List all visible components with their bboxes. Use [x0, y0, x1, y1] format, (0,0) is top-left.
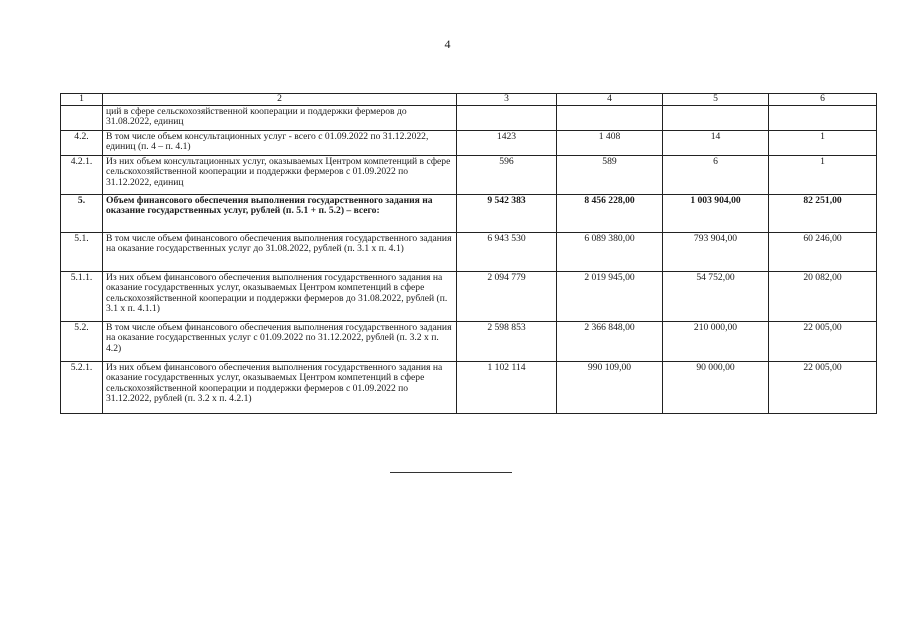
row-number: 5.1.	[61, 232, 103, 271]
row-description: Из них объем финансового обеспечения выполнения государственного задания на оказание государственных услуг, оказываемых Центром компетенций в сфере сельскохозяйственной кооперации и поддержки фермеров до 31.08.2022, рублей (п. 3.1 х п. 4.1.1)	[103, 271, 457, 321]
cell-col5: 14	[663, 130, 769, 155]
row-number: 5.1.1.	[61, 271, 103, 321]
cell-col3	[457, 105, 557, 130]
footer-divider-line	[390, 472, 512, 473]
cell-col6: 60 246,00	[769, 232, 877, 271]
table-row	[61, 105, 877, 130]
row-number: 5.2.1.	[61, 361, 103, 413]
cell-col6: 82 251,00	[769, 194, 877, 232]
header-cell: 3	[457, 94, 557, 106]
cell-col4: 990 109,00	[557, 361, 663, 413]
table-row	[61, 130, 877, 155]
row-description: В том числе объем консультационных услуг - всего с 01.09.2022 по 31.12.2022, единиц (п. 4 – п. 4.1)	[103, 130, 457, 155]
cell-col4: 6 089 380,00	[557, 232, 663, 271]
cell-col5: 1 003 904,00	[663, 194, 769, 232]
header-cell: 6	[769, 94, 877, 106]
row-description: В том числе объем финансового обеспечения выполнения государственного задания на оказание государственных услуг с 01.09.2022 по 31.12.2022, рублей (п. 3.2 х п. 4.2)	[103, 321, 457, 361]
cell-col4: 2 366 848,00	[557, 321, 663, 361]
cell-col3: 596	[457, 155, 557, 194]
row-description: ций в сфере сельскохозяйственной кооперации и поддержки фермеров до 31.08.2022, единиц	[103, 105, 457, 130]
row-number: 4.2.1.	[61, 155, 103, 194]
cell-col5: 6	[663, 155, 769, 194]
cell-col5	[663, 105, 769, 130]
cell-col6: 1	[769, 130, 877, 155]
cell-col5: 210 000,00	[663, 321, 769, 361]
cell-col4: 1 408	[557, 130, 663, 155]
row-description: Объем финансового обеспечения выполнения государственного задания на оказание государственных услуг, рублей (п. 5.1 + п. 5.2) – всего:	[103, 194, 457, 232]
cell-col3: 6 943 530	[457, 232, 557, 271]
table-row	[61, 155, 877, 194]
cell-col4: 8 456 228,00	[557, 194, 663, 232]
cell-col5: 90 000,00	[663, 361, 769, 413]
header-cell: 2	[103, 94, 457, 106]
cell-col4	[557, 105, 663, 130]
cell-col6: 20 082,00	[769, 271, 877, 321]
cell-col6: 22 005,00	[769, 321, 877, 361]
header-cell: 4	[557, 94, 663, 106]
row-number: 5.	[61, 194, 103, 232]
cell-col5: 793 904,00	[663, 232, 769, 271]
cell-col4: 589	[557, 155, 663, 194]
cell-col3: 9 542 383	[457, 194, 557, 232]
row-description: Из них объем консультационных услуг, оказываемых Центром компетенций в сфере сельскохозяйственной кооперации и поддержки фермеров с 01.09.2022 по 31.12.2022, единиц	[103, 155, 457, 194]
table-row	[61, 232, 877, 271]
cell-col3: 1 102 114	[457, 361, 557, 413]
cell-col6: 22 005,00	[769, 361, 877, 413]
cell-col6: 1	[769, 155, 877, 194]
row-number: 4.2.	[61, 130, 103, 155]
cell-col5: 54 752,00	[663, 271, 769, 321]
table-header-row	[61, 94, 877, 106]
cell-col3: 2 598 853	[457, 321, 557, 361]
data-table	[60, 93, 877, 414]
table-row	[61, 194, 877, 232]
page-number: 4	[444, 37, 451, 51]
cell-col6	[769, 105, 877, 130]
row-description: В том числе объем финансового обеспечения выполнения государственного задания на оказание государственных услуг до 31.08.2022, рублей (п. 3.1 х п. 4.1)	[103, 232, 457, 271]
table-row	[61, 271, 877, 321]
cell-col4: 2 019 945,00	[557, 271, 663, 321]
table-row	[61, 361, 877, 413]
table-row	[61, 321, 877, 361]
cell-col3: 1423	[457, 130, 557, 155]
header-cell: 5	[663, 94, 769, 106]
header-cell: 1	[61, 94, 103, 106]
cell-col3: 2 094 779	[457, 271, 557, 321]
row-description: Из них объем финансового обеспечения выполнения государственного задания на оказание государственных услуг, оказываемых Центром компетенций в сфере сельскохозяйственной кооперации и поддержки фермеров с 01.09.2022 по 31.12.2022, рублей (п. 3.2 х п. 4.2.1)	[103, 361, 457, 413]
row-number: 5.2.	[61, 321, 103, 361]
row-number	[61, 105, 103, 130]
